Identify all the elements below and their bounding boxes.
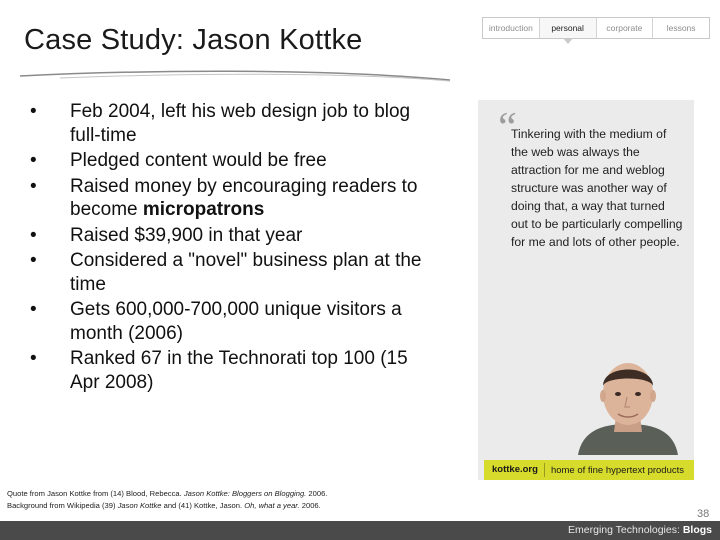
citation	[7, 488, 447, 512]
tab-corporate[interactable]: corporate	[597, 18, 654, 38]
bullet-item: • Ranked 67 in the Technorati top 100 (15 Apr 2008)	[30, 347, 430, 394]
portrait-photo	[570, 352, 686, 455]
tab-personal[interactable]: personal	[540, 18, 597, 38]
quote-mark: “	[494, 105, 518, 151]
bullet-item: • Feb 2004, left his web design job to blog full-time	[30, 100, 430, 147]
citation-background-source: Background from Wikipedia (39) Jason Kottke and (41) Kottke, Jason. Oh, what a year. 2006.	[7, 501, 321, 510]
bullet-list	[30, 100, 430, 396]
title-underline	[20, 66, 450, 86]
page-number: 38	[697, 508, 710, 520]
kottke-tagline: home of fine hypertext products	[550, 464, 685, 476]
footer-bar	[0, 521, 720, 540]
bullet-item: • Raised money by encouraging readers to become micropatrons	[30, 175, 430, 222]
footer-label: Emerging Technologies: Blogs	[568, 524, 712, 536]
bullet-item: • Raised $39,900 in that year	[30, 224, 430, 248]
tab-lessons[interactable]: lessons	[666, 23, 696, 33]
quote-card	[478, 100, 694, 480]
bullet-item: • Gets 600,000-700,000 unique visitors a month (2006)	[30, 298, 430, 345]
kottke-site-name: kottke.org	[484, 463, 545, 477]
tab-introduction[interactable]: introduction	[483, 18, 540, 38]
slide-title: Case Study: Jason Kottke	[24, 24, 363, 56]
quote-text: Tinkering with the medium of the web was always the attraction for me and weblog structure was another way of doing that, a way that turned out to be particularly compelling for me and lots of other people.	[511, 127, 683, 249]
section-tabs	[482, 17, 710, 39]
emphasis-micropatrons: micropatrons	[142, 199, 265, 220]
bullet-item: • Considered a "novel" business plan at the time	[30, 249, 430, 296]
bullet-item: • Pledged content would be free	[30, 149, 430, 173]
citation-quote-source: Quote from Jason Kottke from (14) Blood, Rebecca. Jason Kottke: Bloggers on Blogging. 2006.	[7, 489, 328, 498]
kottke-banner	[484, 460, 694, 480]
